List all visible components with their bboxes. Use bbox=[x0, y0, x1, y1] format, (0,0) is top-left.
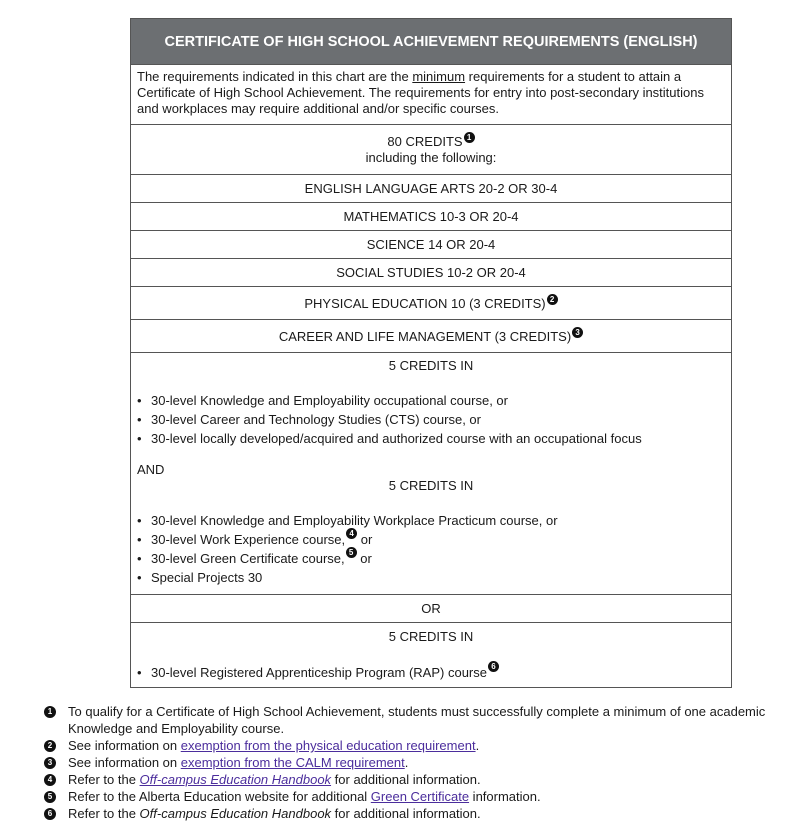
list-item: • 30-level locally developed/acquired and authorized course with an occupational focus bbox=[137, 429, 725, 448]
footnote-number: 2 bbox=[44, 740, 56, 752]
ela-row: ENGLISH LANGUAGE ARTS 20-2 OR 30-4 bbox=[131, 175, 731, 203]
green-certificate-link[interactable]: Green Certificate bbox=[370, 789, 470, 804]
footnote-marker: 5 bbox=[346, 547, 357, 558]
pe-exemption-link[interactable]: exemption from the physical education requirement bbox=[180, 738, 476, 753]
table-title: CERTIFICATE OF HIGH SCHOOL ACHIEVEMENT REQUIREMENTS (ENGLISH) bbox=[131, 19, 731, 65]
footnote-5 bbox=[44, 788, 774, 805]
block-heading: 5 CREDITS IN bbox=[388, 358, 474, 373]
list-item bbox=[137, 663, 725, 682]
pe-label: PHYSICAL EDUCATION 10 (3 CREDITS) bbox=[304, 295, 546, 311]
footnote-text: Refer to the bbox=[68, 772, 140, 787]
calm-exemption-link[interactable]: exemption from the CALM requirement bbox=[180, 755, 405, 770]
rap-block bbox=[131, 623, 731, 688]
credits-line1: 80 CREDITS bbox=[387, 133, 463, 149]
footnote-text: Refer to the bbox=[68, 806, 140, 821]
calm-row bbox=[131, 320, 731, 353]
intro-before: The requirements indicated in this chart are the bbox=[137, 69, 413, 84]
option-list bbox=[137, 391, 725, 448]
intro-text bbox=[131, 65, 731, 125]
and-label: AND bbox=[137, 462, 165, 477]
item-text: 30-level Registered Apprenticeship Program (RAP) course bbox=[151, 665, 487, 680]
list-item: • 30-level Knowledge and Employability Workplace Practicum course, or bbox=[137, 511, 725, 530]
list-item: • Special Projects 30 bbox=[137, 568, 725, 587]
footnote-marker: 2 bbox=[547, 294, 558, 305]
footnote-2 bbox=[44, 737, 774, 754]
footnotes bbox=[44, 703, 774, 822]
option-list bbox=[137, 511, 725, 587]
footnote-text: . bbox=[404, 755, 409, 770]
option-list bbox=[137, 663, 725, 682]
or-row: OR bbox=[131, 595, 731, 623]
footnote-text: . bbox=[475, 738, 480, 753]
footnote-marker: 6 bbox=[488, 661, 499, 672]
footnote-text: for additional information. bbox=[331, 772, 481, 787]
item-text: 30-level Green Certificate course, bbox=[151, 551, 345, 566]
item-tail: or bbox=[357, 532, 373, 547]
block-heading: 5 CREDITS IN bbox=[388, 478, 474, 493]
intro-after: requirements for a student to attain a Certificate of High School Achievement. The requirements for entry into post-secondary institutions and workplaces may require additional and/or specific courses. bbox=[137, 69, 704, 116]
list-item: • 30-level Career and Technology Studies (CTS) course, or bbox=[137, 410, 725, 429]
footnote-marker: 4 bbox=[346, 528, 357, 539]
handbook-link[interactable]: Off-campus Education Handbook bbox=[139, 772, 332, 787]
footnote-number: 6 bbox=[44, 808, 56, 820]
footnote-text: Refer to the Alberta Education website for additional bbox=[68, 789, 371, 804]
footnote-marker: 3 bbox=[572, 327, 583, 338]
footnote-1 bbox=[44, 703, 774, 737]
intro-emph: minimum bbox=[412, 69, 466, 84]
credits-line2: including the following: bbox=[365, 149, 497, 165]
footnote-number: 4 bbox=[44, 774, 56, 786]
footnote-number: 5 bbox=[44, 791, 56, 803]
pe-row bbox=[131, 287, 731, 320]
footnote-text: See information on bbox=[68, 738, 181, 753]
handbook-title: Off-campus Education Handbook bbox=[139, 806, 332, 821]
footnote-number: 3 bbox=[44, 757, 56, 769]
footnote-number: 1 bbox=[44, 706, 56, 718]
calm-label: CAREER AND LIFE MANAGEMENT (3 CREDITS) bbox=[278, 328, 572, 344]
footnote-6 bbox=[44, 805, 774, 822]
footnote-text: To qualify for a Certificate of High School Achievement, students must successfully complete a minimum of one academic Knowledge and Employability course. bbox=[68, 704, 766, 736]
footnote-text: for additional information. bbox=[331, 806, 481, 821]
block-heading: 5 CREDITS IN bbox=[388, 629, 474, 644]
footnote-4 bbox=[44, 771, 774, 788]
credits-row bbox=[131, 125, 731, 175]
options-block bbox=[131, 353, 731, 595]
math-row: MATHEMATICS 10-3 OR 20-4 bbox=[131, 203, 731, 231]
footnote-text: information. bbox=[469, 789, 541, 804]
requirements-table bbox=[130, 18, 732, 688]
list-item bbox=[137, 530, 725, 549]
item-tail: or bbox=[356, 551, 372, 566]
social-row: SOCIAL STUDIES 10-2 OR 20-4 bbox=[131, 259, 731, 287]
list-item bbox=[137, 549, 725, 568]
footnote-marker: 1 bbox=[464, 132, 475, 143]
footnote-text: See information on bbox=[68, 755, 181, 770]
list-item: • 30-level Knowledge and Employability occupational course, or bbox=[137, 391, 725, 410]
footnote-3 bbox=[44, 754, 774, 771]
item-text: 30-level Work Experience course, bbox=[151, 532, 346, 547]
science-row: SCIENCE 14 OR 20-4 bbox=[131, 231, 731, 259]
